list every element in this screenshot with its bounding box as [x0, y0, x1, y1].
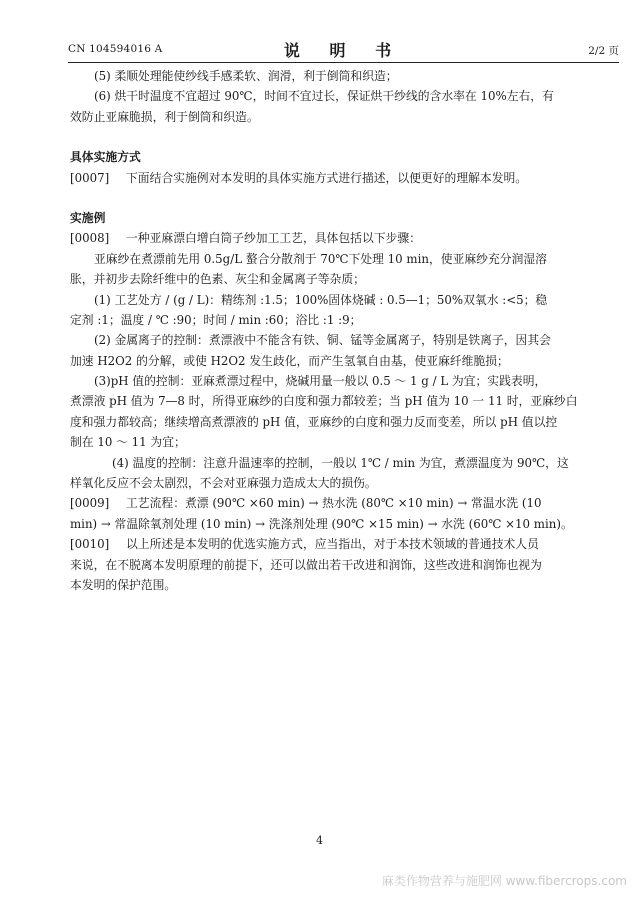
section-heading: 具体实施方式 [70, 150, 141, 165]
site-watermark: 麻类作物营养与施肥网 www.fibercrops.com [381, 874, 627, 888]
header-divider [68, 62, 619, 63]
text-line: 定剂 :1；温度 / ℃ :90；时间 / min :60；浴比 :1 :9； [70, 312, 362, 327]
paragraph-0007 [70, 168, 619, 188]
paragraph-text: 下面结合实施例对本发明的具体实施方式进行描述，以便更好的理解本发明。 [126, 170, 528, 185]
text-line: 胀，并初步去除纤维中的色素、灰尘和金属离子等杂质； [70, 272, 365, 287]
text-line: 煮漂液 pH 值为 7—8 时，所得亚麻纱的白度和强力都较差；当 pH 值为 10 一 11 时，亚麻纱白 [70, 394, 578, 409]
paragraph-number: [0009] [70, 496, 110, 511]
section-heading: 实施例 [70, 210, 106, 225]
paragraph-text: 以上所述是本发明的优选实施方式，应当指出，对于本技术领域的普通技术人员 [126, 537, 539, 552]
paragraph-text: 工艺流程：煮漂 (90℃ ×60 min) → 热水洗 (80℃ ×10 min) → 常温水洗 (10 [126, 496, 542, 511]
page-header [68, 40, 619, 60]
text-line: (1) 工艺处方 / (g / L)：精练剂 :1.5；100%固体烧碱 : 0.5—1；50%双氧水 :<5；稳 [94, 292, 548, 307]
text-line: 效防止亚麻脆损，利于倒筒和织造。 [70, 109, 259, 124]
paragraph-0010 [70, 534, 619, 554]
paragraph-number: [0008] [70, 231, 110, 246]
text-line: 样氧化反应不会太剧烈，不会对亚麻强力造成太大的损伤。 [70, 476, 377, 491]
paragraph-0009 [70, 493, 619, 513]
text-line: (6) 烘干时温度不宜超过 90℃，时间不宜过长，保证烘干纱线的含水率在 10%左右，有 [94, 89, 554, 104]
paragraph-number: [0010] [70, 537, 110, 552]
text-line: (4) 温度的控制：注意升温速率的控制，一般以 1℃ / min 为宜，煮漂温度为 90℃，这 [112, 455, 569, 470]
spacer [70, 188, 619, 208]
paragraph-0008 [70, 228, 619, 248]
text-line: 制在 10 ～ 11 为宜； [70, 435, 186, 450]
text-line: 加速 H2O2 的分解，或使 H2O2 发生歧化，而产生氢氧自由基，使亚麻纤维脆损； [70, 353, 509, 368]
patent-number: CN 104594016 A [68, 43, 163, 55]
text-line: 本发明的保护范围。 [70, 577, 177, 592]
document-body [70, 66, 619, 595]
document-title: 说 明 书 [283, 41, 404, 60]
text-line: 来说，在不脱离本发明原理的前提下，还可以做出若干改进和润饰，这些改进和润饰也视为 [70, 557, 542, 572]
paragraph-text: 一种亚麻漂白增白筒子纱加工工艺，具体包括以下步骤： [126, 231, 421, 246]
text-line: (2) 金属离子的控制：煮漂液中不能含有铁、铜、锰等金属离子，特别是铁离子，因其会 [94, 333, 551, 348]
text-line: 亚麻纱在煮漂前先用 0.5g/L 螯合分散剂于 70℃下处理 10 min，使亚麻纱充分润湿溶 [94, 251, 547, 266]
text-line: 度和强力都较高；继续增高煮漂液的 pH 值，亚麻纱的白度和强力反而变差，所以 pH 值以控 [70, 414, 558, 429]
text-line: (5) 柔顺处理能使纱线手感柔软、润滑，利于倒筒和织造； [94, 69, 398, 83]
text-line: (3)pH 值的控制：亚麻煮漂过程中，烧碱用量一般以 0.5 ～ 1 g / L 为宜；实践表明， [94, 374, 547, 389]
spacer [70, 127, 619, 147]
paragraph-number: [0007] [70, 170, 110, 185]
page-number: 4 [316, 834, 323, 847]
page-indicator: 2/2 页 [588, 45, 619, 57]
text-line: min) → 常温除氧剂处理 (10 min) → 洗涤剂处理 (90℃ ×15 min) → 水洗 (60℃ ×10 min)。 [70, 516, 573, 531]
